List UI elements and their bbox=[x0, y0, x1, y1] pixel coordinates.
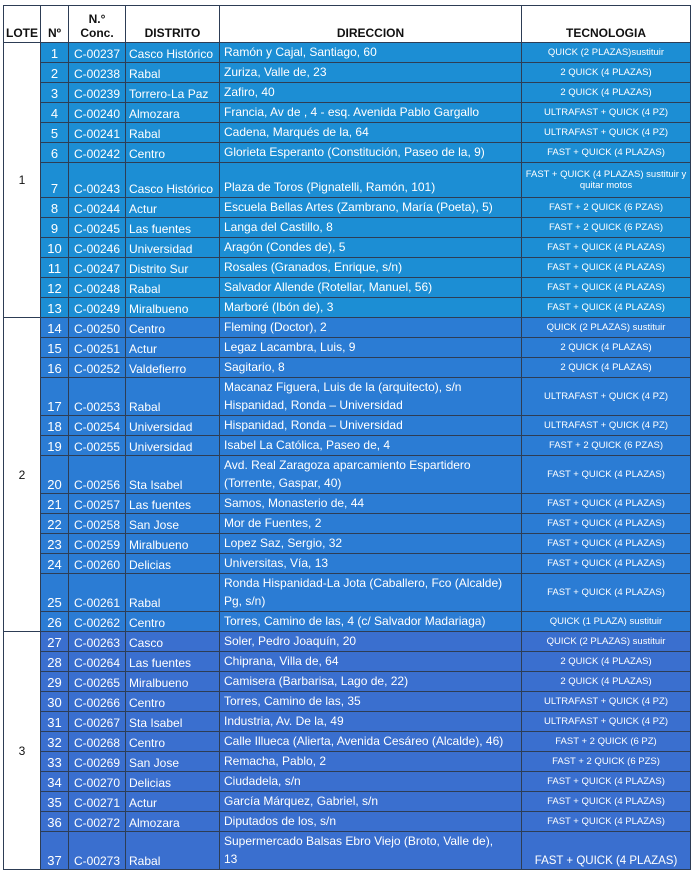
address-cell: Glorieta Esperanto (Constitución, Paseo de la, 9) bbox=[220, 143, 522, 163]
concession-code: C-00250 bbox=[69, 318, 126, 338]
address-cell: Camisera (Barbarisa, Lago de, 22) bbox=[220, 672, 522, 692]
address-cell: Marboré (Ibón de), 3 bbox=[220, 298, 522, 318]
header-row bbox=[4, 6, 691, 43]
address-cell: Macanaz Figuera, Luis de la (arquitecto), s/n Hispanidad, Ronda – Universidad bbox=[220, 378, 522, 416]
address-cell: Ciudadela, s/n bbox=[220, 772, 522, 792]
row-number: 11 bbox=[41, 258, 69, 278]
address-cell: Calle Illueca (Alierta, Avenida Cesáreo (Alcalde), 46) bbox=[220, 732, 522, 752]
technology-cell: FAST + QUICK (4 PLAZAS) bbox=[522, 514, 691, 534]
address-cell: Cadena, Marqués de la, 64 bbox=[220, 123, 522, 143]
table-row bbox=[4, 123, 691, 143]
header-lote: LOTE bbox=[4, 6, 41, 43]
row-number: 28 bbox=[41, 652, 69, 672]
concession-code: C-00264 bbox=[69, 652, 126, 672]
row-number: 19 bbox=[41, 436, 69, 456]
table-row bbox=[4, 198, 691, 218]
address-cell: Rosales (Granados, Enrique, s/n) bbox=[220, 258, 522, 278]
address-cell: Ramón y Cajal, Santiago, 60 bbox=[220, 43, 522, 63]
district-cell: Centro bbox=[126, 732, 220, 752]
technology-cell: FAST + 2 QUICK (6 PZAS) bbox=[522, 218, 691, 238]
district-cell: Rabal bbox=[126, 278, 220, 298]
concession-code: C-00248 bbox=[69, 278, 126, 298]
technology-cell: ULTRAFAST + QUICK (4 PZ) bbox=[522, 692, 691, 712]
concession-code: C-00244 bbox=[69, 198, 126, 218]
concession-code: C-00241 bbox=[69, 123, 126, 143]
table-row bbox=[4, 103, 691, 123]
row-number: 8 bbox=[41, 198, 69, 218]
row-number: 30 bbox=[41, 692, 69, 712]
district-cell: Sta Isabel bbox=[126, 712, 220, 732]
technology-cell: ULTRAFAST + QUICK (4 PZ) bbox=[522, 416, 691, 436]
technology-cell: FAST + QUICK (4 PLAZAS) bbox=[522, 143, 691, 163]
table-row bbox=[4, 534, 691, 554]
table-row bbox=[4, 83, 691, 103]
concession-code: C-00269 bbox=[69, 752, 126, 772]
district-cell: Universidad bbox=[126, 436, 220, 456]
district-cell: Actur bbox=[126, 198, 220, 218]
address-cell: Escuela Bellas Artes (Zambrano, María (Poeta), 5) bbox=[220, 198, 522, 218]
address-cell: Torres, Camino de las, 35 bbox=[220, 692, 522, 712]
technology-cell: FAST + QUICK (4 PLAZAS) bbox=[522, 298, 691, 318]
table-row bbox=[4, 378, 691, 416]
row-number: 25 bbox=[41, 574, 69, 612]
district-cell: Valdefierro bbox=[126, 358, 220, 378]
table-row bbox=[4, 43, 691, 63]
row-number: 15 bbox=[41, 338, 69, 358]
technology-cell: FAST + QUICK (4 PLAZAS) sustituir y quitar motos bbox=[522, 163, 691, 198]
district-cell: San Jose bbox=[126, 752, 220, 772]
row-number: 1 bbox=[41, 43, 69, 63]
technology-cell: 2 QUICK (4 PLAZAS) bbox=[522, 63, 691, 83]
district-cell: Rabal bbox=[126, 832, 220, 870]
header-conc-top: N.° bbox=[88, 12, 106, 26]
row-number: 7 bbox=[41, 163, 69, 198]
row-number: 26 bbox=[41, 612, 69, 632]
concession-code: C-00260 bbox=[69, 554, 126, 574]
technology-cell: FAST + QUICK (4 PLAZAS) bbox=[522, 574, 691, 612]
technology-cell: FAST + 2 QUICK (6 PZS) bbox=[522, 752, 691, 772]
address-cell: Diputados de los, s/n bbox=[220, 812, 522, 832]
concession-code: C-00246 bbox=[69, 238, 126, 258]
table-row bbox=[4, 278, 691, 298]
header-direccion: DIRECCION bbox=[220, 6, 522, 43]
row-number: 31 bbox=[41, 712, 69, 732]
district-cell: Las fuentes bbox=[126, 652, 220, 672]
technology-cell: FAST + 2 QUICK (6 PZ) bbox=[522, 732, 691, 752]
technology-cell: 2 QUICK (4 PLAZAS) bbox=[522, 83, 691, 103]
technology-cell: FAST + QUICK (4 PLAZAS) bbox=[522, 792, 691, 812]
lote-label: 2 bbox=[4, 318, 41, 632]
district-cell: Torrero-La Paz bbox=[126, 83, 220, 103]
address-cell: Aragón (Condes de), 5 bbox=[220, 238, 522, 258]
row-number: 10 bbox=[41, 238, 69, 258]
concession-code: C-00253 bbox=[69, 378, 126, 416]
address-cell: Francia, Av de , 4 - esq. Avenida Pablo Gargallo bbox=[220, 103, 522, 123]
concession-code: C-00255 bbox=[69, 436, 126, 456]
district-cell: Centro bbox=[126, 318, 220, 338]
table-row bbox=[4, 672, 691, 692]
district-cell: Casco Histórico bbox=[126, 43, 220, 63]
address-cell: Lopez Saz, Sergio, 32 bbox=[220, 534, 522, 554]
technology-cell: 2 QUICK (4 PLAZAS) bbox=[522, 358, 691, 378]
address-cell: Mor de Fuentes, 2 bbox=[220, 514, 522, 534]
address-cell: Sagitario, 8 bbox=[220, 358, 522, 378]
concession-code: C-00252 bbox=[69, 358, 126, 378]
technology-cell: ULTRAFAST + QUICK (4 PZ) bbox=[522, 378, 691, 416]
row-number: 16 bbox=[41, 358, 69, 378]
address-cell: Torres, Camino de las, 4 (c/ Salvador Madariaga) bbox=[220, 612, 522, 632]
technology-cell: FAST + QUICK (4 PLAZAS) bbox=[522, 258, 691, 278]
concessions-table bbox=[3, 5, 691, 870]
row-number: 18 bbox=[41, 416, 69, 436]
table-row bbox=[4, 574, 691, 612]
technology-cell: FAST + QUICK (4 PLAZAS) bbox=[522, 278, 691, 298]
technology-cell: FAST + QUICK (4 PLAZAS) bbox=[522, 534, 691, 554]
table-row bbox=[4, 63, 691, 83]
concession-code: C-00268 bbox=[69, 732, 126, 752]
concession-code: C-00249 bbox=[69, 298, 126, 318]
district-cell: Universidad bbox=[126, 238, 220, 258]
concession-code: C-00245 bbox=[69, 218, 126, 238]
address-cell: Remacha, Pablo, 2 bbox=[220, 752, 522, 772]
district-cell: Rabal bbox=[126, 574, 220, 612]
concession-code: C-00270 bbox=[69, 772, 126, 792]
lote-label: 1 bbox=[4, 43, 41, 318]
row-number: 20 bbox=[41, 456, 69, 494]
table-row bbox=[4, 554, 691, 574]
table-row bbox=[4, 692, 691, 712]
address-cell: Samos, Monasterio de, 44 bbox=[220, 494, 522, 514]
district-cell: Delicias bbox=[126, 554, 220, 574]
technology-cell: FAST + QUICK (4 PLAZAS) bbox=[522, 494, 691, 514]
row-number: 13 bbox=[41, 298, 69, 318]
header-conc bbox=[69, 6, 126, 43]
table-row bbox=[4, 163, 691, 198]
concession-code: C-00258 bbox=[69, 514, 126, 534]
concession-code: C-00247 bbox=[69, 258, 126, 278]
concession-code: C-00237 bbox=[69, 43, 126, 63]
address-cell: Supermercado Balsas Ebro Viejo (Broto, Valle de), 13 bbox=[220, 832, 522, 870]
row-number: 4 bbox=[41, 103, 69, 123]
table-row bbox=[4, 772, 691, 792]
address-cell: Soler, Pedro Joaquín, 20 bbox=[220, 632, 522, 652]
district-cell: Centro bbox=[126, 612, 220, 632]
table-row bbox=[4, 338, 691, 358]
row-number: 2 bbox=[41, 63, 69, 83]
district-cell: Delicias bbox=[126, 772, 220, 792]
lote-label: 3 bbox=[4, 632, 41, 870]
address-cell: Universitas, Vía, 13 bbox=[220, 554, 522, 574]
district-cell: Las fuentes bbox=[126, 218, 220, 238]
address-cell: Isabel La Católica, Paseo de, 4 bbox=[220, 436, 522, 456]
table-row bbox=[4, 143, 691, 163]
address-cell: Zuriza, Valle de, 23 bbox=[220, 63, 522, 83]
row-number: 27 bbox=[41, 632, 69, 652]
technology-cell: FAST + QUICK (4 PLAZAS) bbox=[522, 772, 691, 792]
technology-cell: FAST + QUICK (4 PLAZAS) bbox=[522, 812, 691, 832]
address-cell: Ronda Hispanidad-La Jota (Caballero, Fco (Alcalde) Pg, s/n) bbox=[220, 574, 522, 612]
concession-code: C-00259 bbox=[69, 534, 126, 554]
technology-cell: 2 QUICK (4 PLAZAS) bbox=[522, 652, 691, 672]
technology-cell: FAST + 2 QUICK (6 PZAS) bbox=[522, 198, 691, 218]
technology-cell: QUICK (2 PLAZAS) sustituir bbox=[522, 632, 691, 652]
technology-cell: ULTRAFAST + QUICK (4 PZ) bbox=[522, 123, 691, 143]
row-number: 6 bbox=[41, 143, 69, 163]
concession-code: C-00243 bbox=[69, 163, 126, 198]
district-cell: Distrito Sur bbox=[126, 258, 220, 278]
table-row bbox=[4, 612, 691, 632]
technology-cell: FAST + 2 QUICK (6 PZAS) bbox=[522, 436, 691, 456]
address-cell: Fleming (Doctor), 2 bbox=[220, 318, 522, 338]
district-cell: Rabal bbox=[126, 63, 220, 83]
concession-code: C-00261 bbox=[69, 574, 126, 612]
district-cell: Miralbueno bbox=[126, 534, 220, 554]
row-number: 37 bbox=[41, 832, 69, 870]
technology-cell: ULTRAFAST + QUICK (4 PZ) bbox=[522, 712, 691, 732]
row-number: 24 bbox=[41, 554, 69, 574]
table-row bbox=[4, 652, 691, 672]
table-row bbox=[4, 752, 691, 772]
row-number: 3 bbox=[41, 83, 69, 103]
table-row bbox=[4, 218, 691, 238]
row-number: 29 bbox=[41, 672, 69, 692]
district-cell: Casco bbox=[126, 632, 220, 652]
row-number: 22 bbox=[41, 514, 69, 534]
concession-code: C-00251 bbox=[69, 338, 126, 358]
district-cell: Almozara bbox=[126, 103, 220, 123]
district-cell: Sta Isabel bbox=[126, 456, 220, 494]
concession-code: C-00240 bbox=[69, 103, 126, 123]
table-row bbox=[4, 258, 691, 278]
address-cell: Chiprana, Villa de, 64 bbox=[220, 652, 522, 672]
row-number: 36 bbox=[41, 812, 69, 832]
district-cell: Miralbueno bbox=[126, 672, 220, 692]
district-cell: Miralbueno bbox=[126, 298, 220, 318]
concession-code: C-00242 bbox=[69, 143, 126, 163]
row-number: 21 bbox=[41, 494, 69, 514]
district-cell: Almozara bbox=[126, 812, 220, 832]
district-cell: Centro bbox=[126, 143, 220, 163]
table-row bbox=[4, 732, 691, 752]
address-cell: Zafiro, 40 bbox=[220, 83, 522, 103]
technology-cell: FAST + QUICK (4 PLAZAS) bbox=[522, 832, 691, 870]
address-cell: Salvador Allende (Rotellar, Manuel, 56) bbox=[220, 278, 522, 298]
technology-cell: FAST + QUICK (4 PLAZAS) bbox=[522, 554, 691, 574]
concession-code: C-00272 bbox=[69, 812, 126, 832]
row-number: 32 bbox=[41, 732, 69, 752]
header-conc-bottom: Conc. bbox=[80, 26, 114, 40]
row-number: 14 bbox=[41, 318, 69, 338]
table-row bbox=[4, 318, 691, 338]
table-row bbox=[4, 298, 691, 318]
header-num: Nº bbox=[41, 6, 69, 43]
technology-cell: QUICK (1 PLAZA) sustituir bbox=[522, 612, 691, 632]
table-row bbox=[4, 358, 691, 378]
header-tecnologia: TECNOLOGIA bbox=[522, 6, 691, 43]
concession-code: C-00254 bbox=[69, 416, 126, 436]
technology-cell: 2 QUICK (4 PLAZAS) bbox=[522, 338, 691, 358]
concession-code: C-00262 bbox=[69, 612, 126, 632]
technology-cell: QUICK (2 PLAZAS)sustituir bbox=[522, 43, 691, 63]
district-cell: Actur bbox=[126, 338, 220, 358]
district-cell: Actur bbox=[126, 792, 220, 812]
district-cell: Universidad bbox=[126, 416, 220, 436]
district-cell: Centro bbox=[126, 692, 220, 712]
district-cell: San Jose bbox=[126, 514, 220, 534]
concession-code: C-00238 bbox=[69, 63, 126, 83]
row-number: 5 bbox=[41, 123, 69, 143]
address-cell: Avd. Real Zaragoza aparcamiento Espartidero (Torrente, Gaspar, 40) bbox=[220, 456, 522, 494]
address-cell: Legaz Lacambra, Luis, 9 bbox=[220, 338, 522, 358]
table-row bbox=[4, 632, 691, 652]
technology-cell: FAST + QUICK (4 PLAZAS) bbox=[522, 238, 691, 258]
address-cell: García Márquez, Gabriel, s/n bbox=[220, 792, 522, 812]
district-cell: Las fuentes bbox=[126, 494, 220, 514]
header-distrito: DISTRITO bbox=[126, 6, 220, 43]
district-cell: Rabal bbox=[126, 378, 220, 416]
concession-code: C-00273 bbox=[69, 832, 126, 870]
concession-code: C-00256 bbox=[69, 456, 126, 494]
technology-cell: ULTRAFAST + QUICK (4 PZ) bbox=[522, 103, 691, 123]
row-number: 9 bbox=[41, 218, 69, 238]
table-row bbox=[4, 712, 691, 732]
table-row bbox=[4, 238, 691, 258]
row-number: 23 bbox=[41, 534, 69, 554]
table-row bbox=[4, 436, 691, 456]
table-row bbox=[4, 494, 691, 514]
table-row bbox=[4, 812, 691, 832]
address-cell: Plaza de Toros (Pignatelli, Ramón, 101) bbox=[220, 163, 522, 198]
technology-cell: FAST + QUICK (4 PLAZAS) bbox=[522, 456, 691, 494]
table-row bbox=[4, 416, 691, 436]
address-cell: Industria, Av. De la, 49 bbox=[220, 712, 522, 732]
address-cell: Hispanidad, Ronda – Universidad bbox=[220, 416, 522, 436]
row-number: 33 bbox=[41, 752, 69, 772]
concession-code: C-00267 bbox=[69, 712, 126, 732]
table-row bbox=[4, 514, 691, 534]
row-number: 12 bbox=[41, 278, 69, 298]
row-number: 35 bbox=[41, 792, 69, 812]
concession-code: C-00266 bbox=[69, 692, 126, 712]
table-row bbox=[4, 832, 691, 870]
row-number: 34 bbox=[41, 772, 69, 792]
concession-code: C-00239 bbox=[69, 83, 126, 103]
table-row bbox=[4, 792, 691, 812]
row-number: 17 bbox=[41, 378, 69, 416]
concession-code: C-00265 bbox=[69, 672, 126, 692]
address-cell: Langa del Castillo, 8 bbox=[220, 218, 522, 238]
concession-code: C-00257 bbox=[69, 494, 126, 514]
table-row bbox=[4, 456, 691, 494]
concession-code: C-00271 bbox=[69, 792, 126, 812]
technology-cell: QUICK (2 PLAZAS) sustituir bbox=[522, 318, 691, 338]
technology-cell: 2 QUICK (4 PLAZAS) bbox=[522, 672, 691, 692]
concession-code: C-00263 bbox=[69, 632, 126, 652]
district-cell: Casco Histórico bbox=[126, 163, 220, 198]
district-cell: Rabal bbox=[126, 123, 220, 143]
